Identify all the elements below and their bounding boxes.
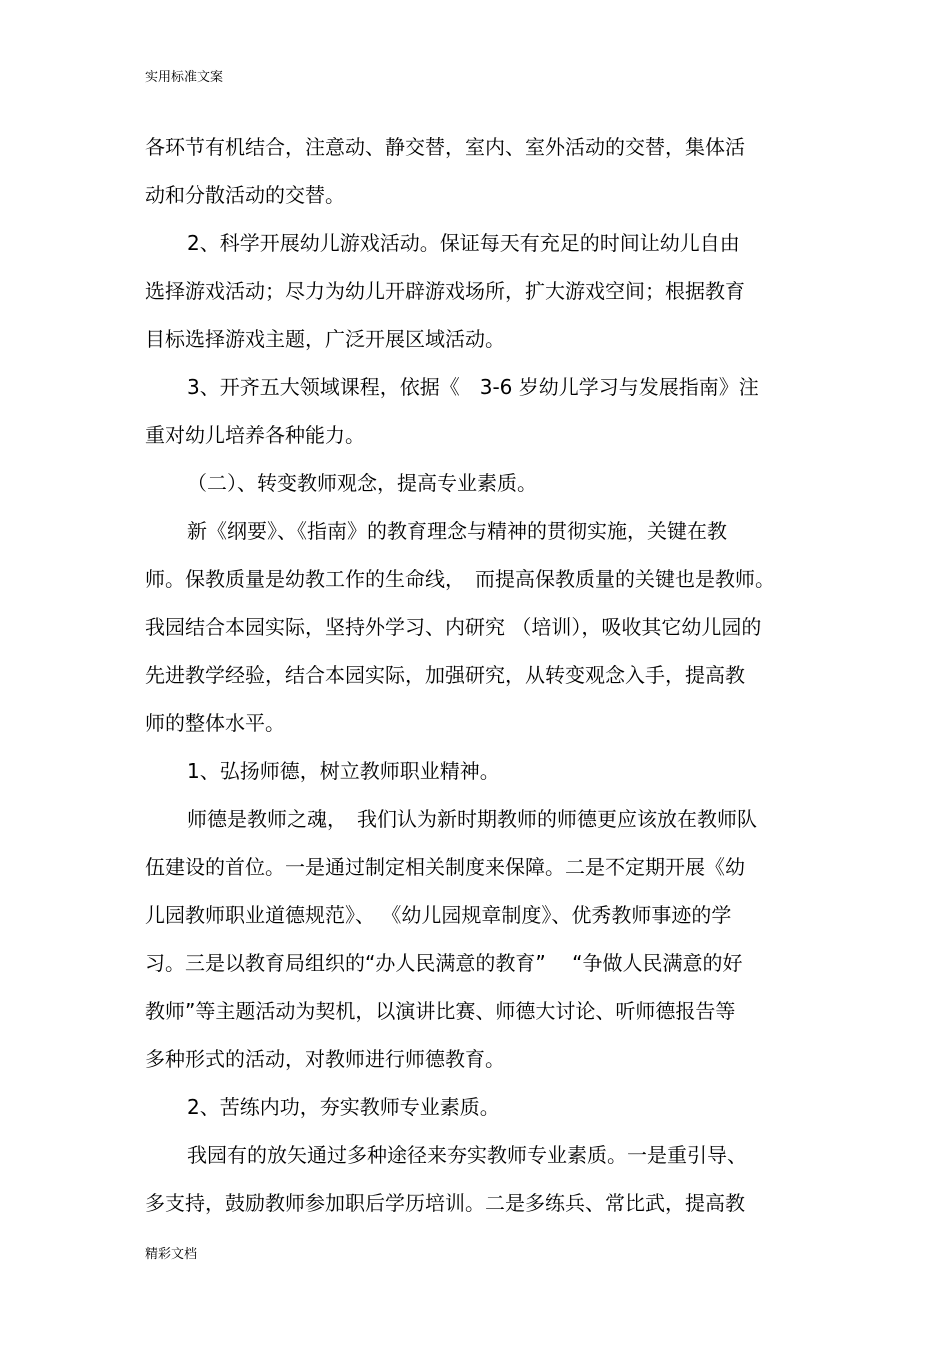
text-line: 多支持，鼓励教师参加职后学历培训。二是多练兵、常比武，提高教 [145,1191,745,1215]
page-footer: 精彩文档 [145,1247,198,1262]
text-line: 师德是教师之魂， 我们认为新时期教师的师德更应该放在教师队 [187,807,757,831]
text-line: 2、科学开展幼儿游戏活动。保证每天有充足的时间让幼儿自由 [187,231,740,255]
text-line: 师。保教质量是幼教工作的生命线， 而提高保教质量的关键也是教师。 [145,567,775,591]
text-line: 目标选择游戏主题，广泛开展区域活动。 [145,327,505,351]
text-line: 师的整体水平。 [145,711,285,735]
text-line: 儿园教师职业道德规范》、 《幼儿园规章制度》、优秀教师事迹的学 [145,903,732,927]
text-line: 我园结合本园实际，坚持外学习、内研究 （培训），吸收其它幼儿园的 [145,615,762,639]
section-heading: （二）、转变教师观念，提高专业素质。 [187,471,537,495]
text-line: 伍建设的首位。一是通过制定相关制度来保障。二是不定期开展《幼 [145,855,745,879]
text-line: 多种形式的活动，对教师进行师德教育。 [145,1047,505,1071]
text-line: 教师”等主题活动为契机，以演讲比赛、师德大讨论、听师德报告等 [145,999,736,1023]
text-line: 重对幼儿培养各种能力。 [145,423,365,447]
text-line: 动和分散活动的交替。 [145,183,345,207]
page-header: 实用标准文案 [145,70,224,85]
text-line: 新《纲要》、《指南》的教育理念与精神的贯彻实施，关键在教 [187,519,727,543]
text-line: 先进教学经验，结合本园实际，加强研究，从转变观念入手，提高教 [145,663,745,687]
text-line: 习。三是以教育局组织的“办人民满意的教育” “争做人民满意的好 [145,951,743,975]
subsection-heading: 1、弘扬师德，树立教师职业精神。 [187,759,500,783]
subsection-heading: 2、苦练内功，夯实教师专业素质。 [187,1095,500,1119]
text-line: 我园有的放矢通过多种途径来夯实教师专业素质。一是重引导、 [187,1143,747,1167]
text-line: 3、开齐五大领域课程，依据《 3-6 岁幼儿学习与发展指南》注 [187,375,759,399]
text-line: 选择游戏活动；尽力为幼儿开辟游戏场所，扩大游戏空间；根据教育 [145,279,745,303]
text-line: 各环节有机结合，注意动、静交替，室内、室外活动的交替，集体活 [145,135,745,159]
